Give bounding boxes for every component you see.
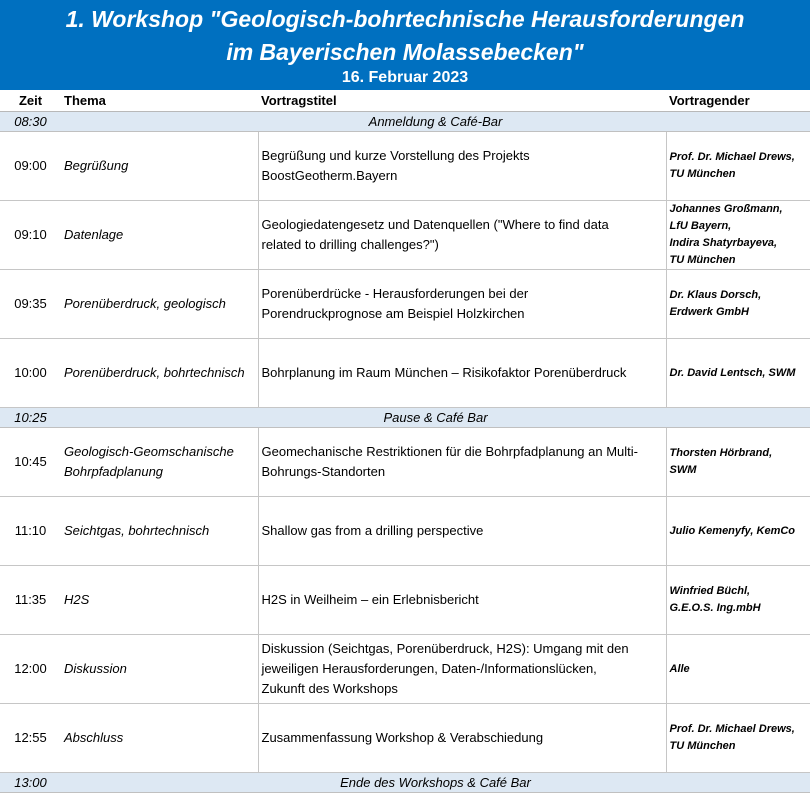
session-topic xyxy=(61,704,258,773)
agenda-session-row xyxy=(0,201,810,270)
session-speaker-line: TU München xyxy=(669,740,736,752)
agenda-header xyxy=(0,0,810,90)
session-time: 09:10 xyxy=(0,201,61,270)
agenda-title-line1: 1. Workshop "Geologisch-bohrtechnische Herausforderungen xyxy=(65,6,745,32)
session-topic-line: Datenlage xyxy=(64,227,124,242)
session-talk-title xyxy=(258,428,666,497)
session-speaker-line: Indira Shatyrbayeva, xyxy=(669,237,778,249)
session-talk-title-line: related to drilling challenges?") xyxy=(261,237,439,252)
session-time: 10:45 xyxy=(0,428,61,497)
session-time: 11:35 xyxy=(0,566,61,635)
agenda-break-row xyxy=(0,112,810,132)
session-topic xyxy=(61,566,258,635)
session-speaker xyxy=(666,428,810,497)
session-talk-title xyxy=(258,635,666,704)
session-speaker xyxy=(666,635,810,704)
agenda-session-row xyxy=(0,566,810,635)
session-speaker-line: Thorsten Hörbrand, xyxy=(669,447,773,459)
session-speaker-line: LfU Bayern, xyxy=(669,220,732,232)
session-topic-line: Porenüberdruck, geologisch xyxy=(64,296,226,311)
session-topic-line: Porenüberdruck, bohrtechnisch xyxy=(64,365,245,380)
session-time: 11:10 xyxy=(0,497,61,566)
session-topic xyxy=(61,428,258,497)
session-talk-title-line: Diskussion (Seichtgas, Porenüberdruck, H2S): Umgang mit den xyxy=(261,641,629,656)
session-topic-line: H2S xyxy=(64,592,90,607)
session-talk-title-line: Zusammenfassung Workshop & Verabschiedung xyxy=(261,730,544,745)
table-header-row xyxy=(0,90,810,112)
session-topic xyxy=(61,635,258,704)
session-talk-title-line: Porenüberdrücke - Herausforderungen bei der xyxy=(261,286,529,301)
session-speaker xyxy=(666,497,810,566)
session-speaker xyxy=(666,132,810,201)
session-speaker-line: G.E.O.S. Ing.mbH xyxy=(669,602,761,614)
session-talk-title-line: H2S in Weilheim – ein Erlebnisbericht xyxy=(261,592,479,607)
agenda-break-row xyxy=(0,408,810,428)
session-speaker-line: TU München xyxy=(669,168,736,180)
column-header-time: Zeit xyxy=(0,90,61,112)
session-topic-line: Bohrpfadplanung xyxy=(64,464,164,479)
session-talk-title xyxy=(258,497,666,566)
session-talk-title-line: Geologiedatengesetz und Datenquellen ("Where to find data xyxy=(261,217,609,232)
agenda-session-row xyxy=(0,635,810,704)
session-speaker-line: Erdwerk GmbH xyxy=(669,306,749,318)
session-talk-title-line: Bohrungs-Standorten xyxy=(261,464,386,479)
session-topic-line: Seichtgas, bohrtechnisch xyxy=(64,523,210,538)
session-talk-title-line: Geomechanische Restriktionen für die Bohrpfadplanung an Multi- xyxy=(261,444,638,459)
session-speaker-line: SWM xyxy=(669,464,697,476)
session-speaker-line: Julio Kemenyfy, KemCo xyxy=(669,524,796,537)
session-talk-title xyxy=(258,566,666,635)
session-topic xyxy=(61,132,258,201)
session-time: 10:00 xyxy=(0,339,61,408)
session-topic xyxy=(61,339,258,408)
agenda-session-row xyxy=(0,497,810,566)
agenda-session-row xyxy=(0,339,810,408)
break-time: 08:30 xyxy=(0,112,61,132)
session-talk-title-line: Bohrplanung im Raum München – Risikofaktor Porenüberdruck xyxy=(261,365,627,380)
session-talk-title xyxy=(258,704,666,773)
session-speaker-line: Johannes Großmann, xyxy=(669,203,783,215)
break-label: Ende des Workshops & Café Bar xyxy=(61,773,810,793)
session-speaker-line: Prof. Dr. Michael Drews, xyxy=(669,723,795,735)
agenda-table xyxy=(0,90,810,793)
session-topic xyxy=(61,201,258,270)
session-time: 12:55 xyxy=(0,704,61,773)
session-topic-line: Abschluss xyxy=(64,730,124,745)
session-speaker xyxy=(666,270,810,339)
session-speaker-line: Winfried Büchl, xyxy=(669,585,751,597)
session-topic-line: Begrüßung xyxy=(64,158,129,173)
session-time: 09:35 xyxy=(0,270,61,339)
session-talk-title xyxy=(258,132,666,201)
column-header-talk-title: Vortragstitel xyxy=(258,90,666,112)
session-speaker-line: Dr. David Lentsch, SWM xyxy=(669,366,796,379)
session-time: 12:00 xyxy=(0,635,61,704)
session-talk-title xyxy=(258,201,666,270)
column-header-topic: Thema xyxy=(61,90,258,112)
session-speaker xyxy=(666,704,810,773)
session-speaker xyxy=(666,339,810,408)
session-speaker-line: TU München xyxy=(669,254,736,266)
session-topic xyxy=(61,497,258,566)
break-label: Pause & Café Bar xyxy=(61,408,810,428)
session-talk-title-line: BoostGeotherm.Bayern xyxy=(261,168,398,183)
session-speaker-line: Prof. Dr. Michael Drews, xyxy=(669,151,795,163)
session-topic-line: Geologisch-Geomschanische xyxy=(64,444,234,459)
session-talk-title-line: jeweiligen Herausforderungen, Daten-/Informationslücken, xyxy=(261,661,597,676)
session-topic-line: Diskussion xyxy=(64,661,127,676)
agenda-session-row xyxy=(0,270,810,339)
break-time: 13:00 xyxy=(0,773,61,793)
column-header-speaker: Vortragender xyxy=(666,90,810,112)
agenda-session-row xyxy=(0,428,810,497)
session-topic xyxy=(61,270,258,339)
session-talk-title-line: Begrüßung und kurze Vorstellung des Projekts xyxy=(261,148,530,163)
session-speaker-line: Alle xyxy=(669,662,690,675)
session-time: 09:00 xyxy=(0,132,61,201)
agenda-session-row xyxy=(0,132,810,201)
session-talk-title-line: Porendruckprognose am Beispiel Holzkirchen xyxy=(261,306,525,321)
session-talk-title-line: Zukunft des Workshops xyxy=(261,681,398,696)
agenda-break-row xyxy=(0,773,810,793)
session-talk-title xyxy=(258,270,666,339)
session-speaker xyxy=(666,566,810,635)
break-time: 10:25 xyxy=(0,408,61,428)
session-speaker xyxy=(666,201,810,270)
break-label: Anmeldung & Café-Bar xyxy=(61,112,810,132)
agenda-date: 16. Februar 2023 xyxy=(341,69,469,86)
session-talk-title-line: Shallow gas from a drilling perspective xyxy=(261,523,484,538)
session-speaker-line: Dr. Klaus Dorsch, xyxy=(669,289,762,301)
session-talk-title xyxy=(258,339,666,408)
agenda-session-row xyxy=(0,704,810,773)
agenda-title-line2: im Bayerischen Molassebecken" xyxy=(226,39,584,65)
